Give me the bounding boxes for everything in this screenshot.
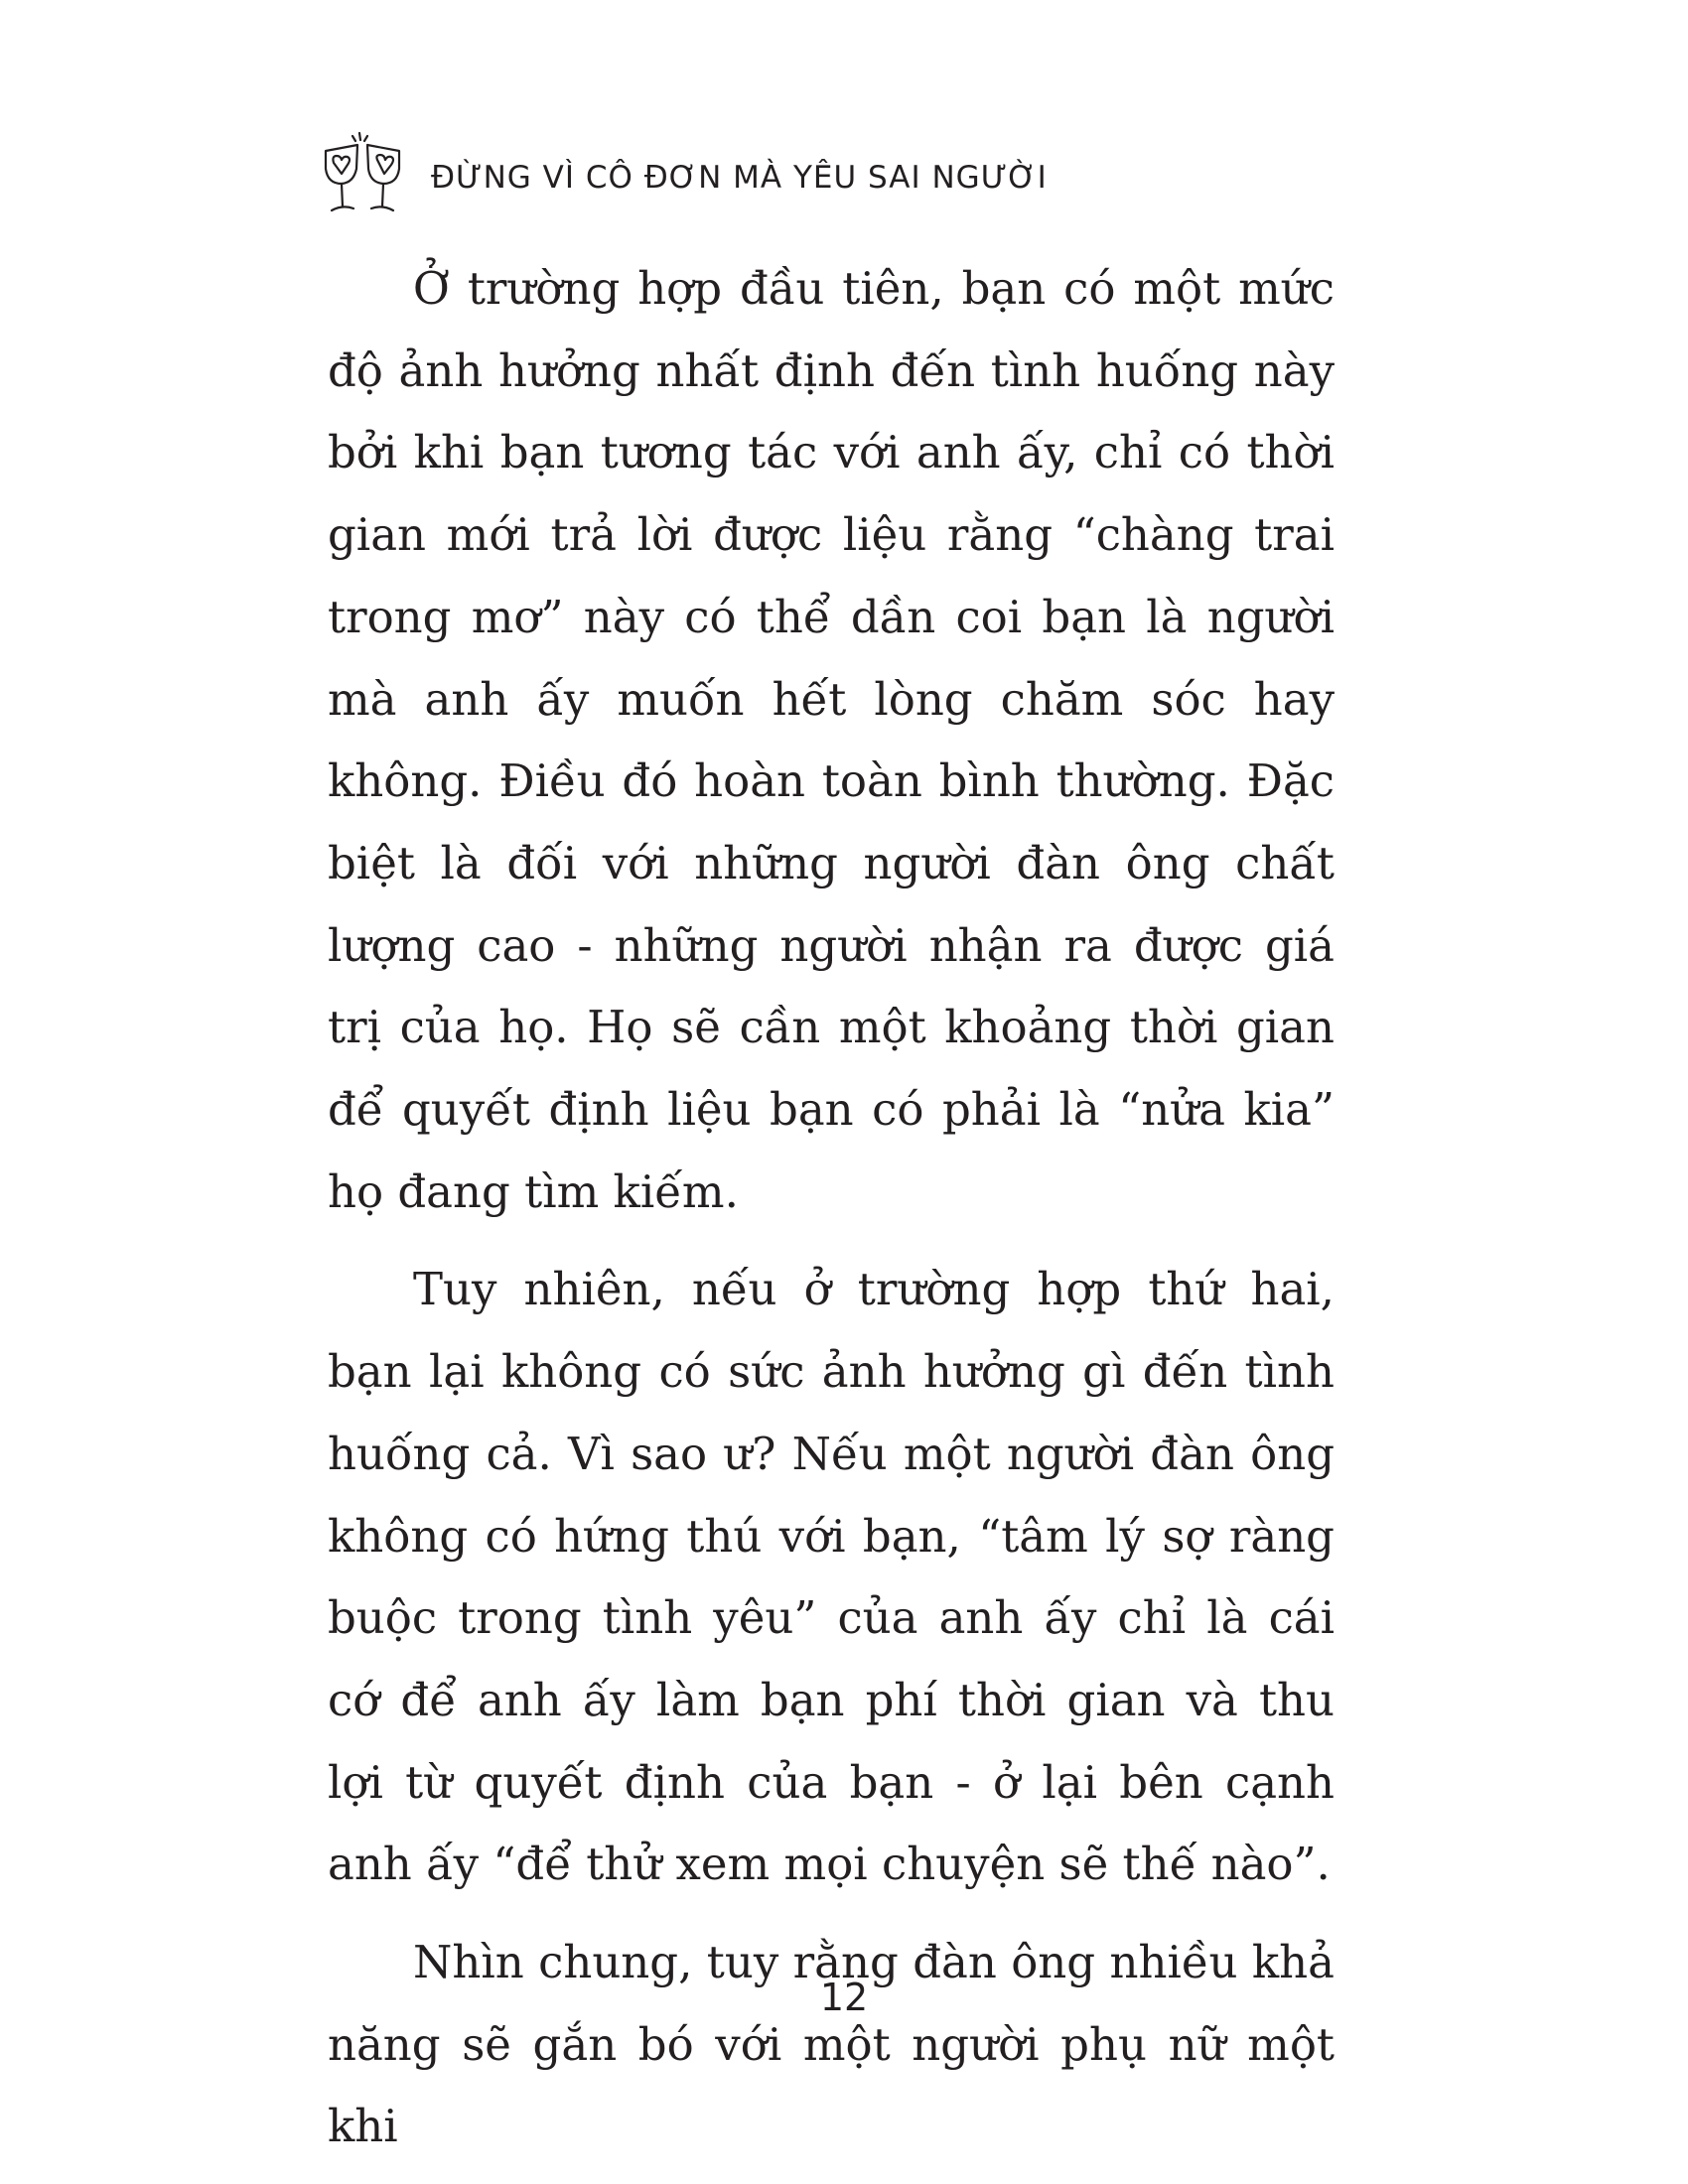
body-text [328, 248, 1335, 2184]
wine-glasses-hearts-icon [320, 129, 405, 218]
paragraph: Ở trường hợp đầu tiên, bạn có một mức độ ảnh hưởng nhất định đến tình huống này bởi khi bạn tương tác với anh ấy, chỉ có thời gian mới trả lời được liệu rằng “chàng trai trong mơ” này có thể dần coi bạn là người mà anh ấy muốn hết lòng chăm sóc hay không. Điều đó hoàn toàn bình thường. Đặc biệt là đối với những người đàn ông chất lượng cao - những người nhận ra được giá trị của họ. Họ sẽ cần một khoảng thời gian để quyết định liệu bạn có phải là “nửa kia” họ đang tìm kiếm. [328, 262, 1335, 1218]
paragraph: Tuy nhiên, nếu ở trường hợp thứ hai, bạn lại không có sức ảnh hưởng gì đến tình huống cả. Vì sao ư? Nếu một người đàn ông không có hứng thú với bạn, “tâm lý sợ ràng buộc trong tình yêu” của anh ấy chỉ là cái cớ để anh ấy làm bạn phí thời gian và thu lợi từ quyết định của bạn - ở lại bên cạnh anh ấy “để thử xem mọi chuyện sẽ thế nào”. [328, 1263, 1335, 1891]
page-number: 12 [819, 1976, 869, 2019]
running-title: ĐỪNG VÌ CÔ ĐƠN MÀ YÊU SAI NGƯỜI [431, 160, 1048, 196]
running-header [320, 129, 1048, 218]
paragraph: Nhìn chung, tuy rằng đàn ông nhiều khả năng sẽ gắn bó với một người phụ nữ một khi [328, 1936, 1335, 2153]
